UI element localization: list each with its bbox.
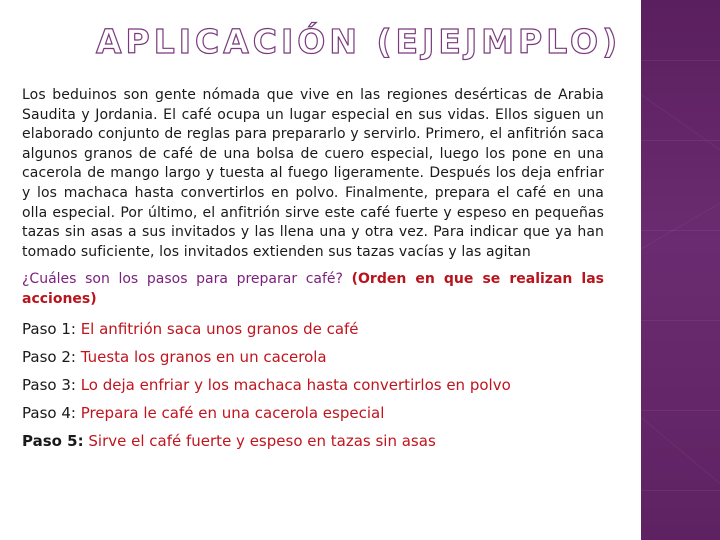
- step-2: [22, 347, 604, 367]
- step-label: Paso 3:: [22, 375, 76, 394]
- panel-texture-line: [641, 230, 720, 231]
- step-text: Tuesta los granos en un cacerola: [80, 347, 327, 366]
- slide-body: [22, 86, 604, 451]
- decorative-side-panel: [641, 0, 720, 540]
- question-text: ¿Cuáles son los pasos para preparar café?: [22, 271, 343, 288]
- step-text: El anfitrión saca unos granos de café: [80, 319, 359, 338]
- step-5: [22, 431, 604, 451]
- step-label: Paso 5:: [22, 431, 84, 450]
- panel-texture-diagonal: [641, 180, 720, 261]
- question-note: (Orden en que se realizan las acciones): [22, 271, 605, 307]
- panel-texture-diagonal: [641, 400, 720, 504]
- panel-texture-line: [641, 320, 720, 321]
- step-text: Sirve el café fuerte y espeso en tazas sin asas: [88, 431, 436, 450]
- step-1: [22, 319, 604, 339]
- panel-texture-line: [641, 60, 720, 61]
- step-text: Prepara le café en una cacerola especial: [80, 403, 385, 422]
- slide-title: APLICACIÓN (EJEJMPLO): [96, 22, 622, 61]
- question: [22, 270, 604, 309]
- panel-texture-line: [641, 490, 720, 491]
- panel-texture-diagonal: [641, 80, 720, 173]
- step-label: Paso 4:: [22, 403, 76, 422]
- step-3: [22, 375, 604, 395]
- story-paragraph: Los beduinos son gente nómada que vive en las regiones desérticas de Arabia Saudita y Jordania. El café ocupa un lugar especial en sus vidas. Ellos siguen un elaborado conjunto de reglas para prepararlo y servirlo. Primero, el anfitrión saca algunos granos de café de una bolsa de cuero especial, luego los pone en una cacerola de mango largo y tuesta al fuego ligeramente. Después los deja enfriar y los machaca hasta convertirlos en polvo. Finalmente, prepara el café en una olla especial. Por último, el anfitrión sirve este café fuerte y espeso en pequeñas tazas sin asas a sus invitados y las llena una y otra vez. Para indicar que ya han tomado suficiente, los invitados extienden sus tazas vacías y las agitan: [22, 87, 604, 260]
- step-label: Paso 2:: [22, 347, 76, 366]
- step-4: [22, 403, 604, 423]
- step-text: Lo deja enfriar y los machaca hasta convertirlos en polvo: [80, 375, 511, 394]
- step-label: Paso 1:: [22, 319, 76, 338]
- steps-list: [22, 319, 604, 451]
- panel-texture-line: [641, 410, 720, 411]
